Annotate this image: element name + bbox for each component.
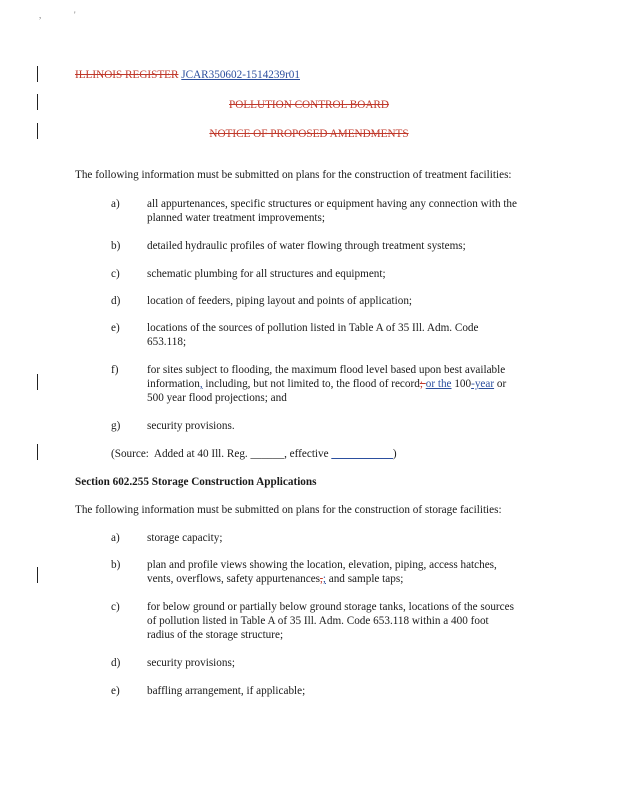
register-header [75, 68, 300, 82]
corner-mark: ' [74, 10, 76, 20]
list-item: plan and profile views showing the location, elevation, piping, access hatches, vents, overflows, safety appurtenances,; and sample taps; [147, 559, 497, 585]
list-label: b) [111, 559, 121, 571]
change-bar [37, 374, 38, 390]
list-label: a) [111, 198, 120, 210]
notice-title: NOTICE OF PROPOSED AMENDMENTS [209, 128, 409, 140]
list-label: g) [111, 420, 121, 432]
treatment-intro: The following information must be submitted on plans for the construction of treatment facilities: [75, 169, 512, 181]
list-item: detailed hydraulic profiles of water flowing through treatment systems; [147, 240, 466, 252]
list-item: for below ground or partially below ground storage tanks, locations of the sources of pollution listed in Table A of 35 Ill. Adm. Code 653.118 within a 400 foot radius of the storage structure; [147, 601, 514, 641]
list-label: b) [111, 240, 121, 252]
list-label: e) [111, 322, 120, 334]
list-item: for sites subject to flooding, the maximum flood level based upon best available information, including, but not limited to, the flood of record; or the 100-year or 500 year flood projections; and [147, 364, 507, 404]
list-label: e) [111, 685, 120, 697]
list-label: c) [111, 268, 120, 280]
list-label: d) [111, 657, 121, 669]
change-bar [37, 567, 38, 583]
list-item: security provisions; [147, 657, 235, 669]
corner-mark: , [39, 10, 42, 20]
list-item: schematic plumbing for all structures and equipment; [147, 268, 386, 280]
list-item: location of feeders, piping layout and points of application; [147, 295, 413, 307]
list-label: c) [111, 601, 120, 613]
list-label: d) [111, 295, 121, 307]
board-title: POLLUTION CONTROL BOARD [229, 99, 389, 111]
list-item: storage capacity; [147, 532, 223, 544]
list-label: f) [111, 364, 119, 376]
change-bar [37, 66, 38, 82]
section-heading: Section 602.255 Storage Construction Applications [75, 476, 317, 488]
list-label: a) [111, 532, 120, 544]
list-item: baffling arrangement, if applicable; [147, 685, 306, 697]
storage-intro: The following information must be submitted on plans for the construction of storage facilities: [75, 504, 502, 516]
source-note: (Source: Added at 40 Ill. Reg. ______, effective ___________) [111, 448, 397, 460]
change-bar [37, 444, 38, 460]
list-item: all appurtenances, specific structures or equipment having any connection with the planned water treatment improvements; [147, 198, 517, 224]
list-item: locations of the sources of pollution listed in Table A of 35 Ill. Adm. Code 653.118; [147, 322, 479, 348]
register-struck: ILLINOIS REGISTER [75, 69, 179, 81]
register-inserted: JCAR350602-1514239r01 [181, 69, 300, 81]
list-item: security provisions. [147, 420, 235, 432]
